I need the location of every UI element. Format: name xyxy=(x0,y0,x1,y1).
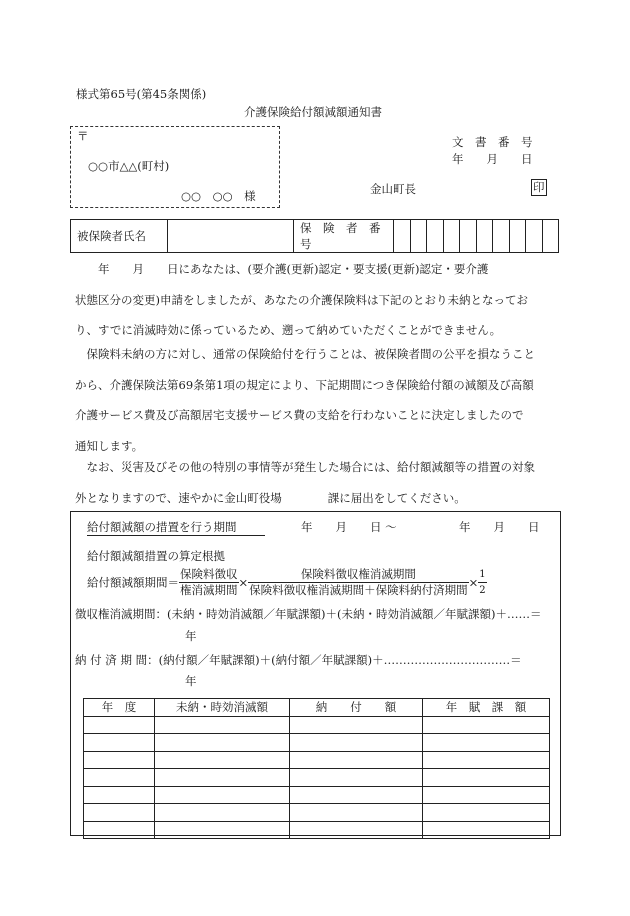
municipality: ○○市△△(町村) xyxy=(88,159,170,173)
number-cell xyxy=(493,220,510,253)
paid-period-line: 納 付 済 期 間：(納付額／年賦課額)＋(納付額／年賦課額)＋……………………………＝ xyxy=(75,653,522,667)
table-row xyxy=(84,821,550,839)
table-row xyxy=(84,769,550,787)
form-number: 様式第65号(第45条関係) xyxy=(76,87,207,101)
table-cell xyxy=(84,751,155,769)
table-cell xyxy=(84,804,155,822)
table-cell xyxy=(84,734,155,752)
paid-period-unit: 年 xyxy=(185,674,197,688)
paragraph-decision xyxy=(75,339,565,461)
table-cell xyxy=(290,734,423,752)
times-sign: × xyxy=(238,575,249,590)
times-sign: × xyxy=(468,575,479,590)
table-cell xyxy=(155,821,290,839)
document-number-label: 文 書 番 号 xyxy=(452,135,533,149)
text-line: なお、災害及びその他の特別の事情等が発生した場合には、給付額減額等の措置の対象 xyxy=(75,460,535,474)
period-from: 年 月 日 〜 xyxy=(301,520,397,534)
text-line: 通知します。 xyxy=(75,438,144,453)
number-cell xyxy=(460,220,477,253)
number-cell xyxy=(394,220,411,253)
table-cell xyxy=(423,769,550,787)
table-row xyxy=(84,751,550,769)
table-cell xyxy=(423,804,550,822)
text-line: 年 月 日にあなたは、(要介護(更新)認定・要支援(更新)認定・要介護 xyxy=(75,262,489,276)
table-cell xyxy=(155,716,290,734)
fraction-ratio: $\frac{\text{保険料徴収権消滅期間}}{\text{保険料徴収権消滅期間＋保険料納付済期間}}$ xyxy=(249,567,468,597)
text-line: 保険料未納の方に対し、通常の保険給付を行うことは、被保険者間の公平を損なうこと xyxy=(75,347,535,361)
formula-lhs: 給付額減額期間＝ xyxy=(87,575,179,590)
date-label: 年 月 日 xyxy=(452,152,533,166)
table-cell xyxy=(84,769,155,787)
table-cell xyxy=(290,751,423,769)
number-cell xyxy=(476,220,493,253)
column-header: 年 賦 課 額 xyxy=(423,699,550,717)
table-cell xyxy=(423,734,550,752)
period-to: 年 月 日 xyxy=(459,520,540,534)
table-row xyxy=(84,734,550,752)
number-cell xyxy=(509,220,526,253)
table-cell xyxy=(423,821,550,839)
period-underline xyxy=(87,535,265,536)
table-cell xyxy=(155,751,290,769)
column-header: 未納・時効消滅額 xyxy=(155,699,290,717)
address-box xyxy=(70,126,280,208)
table-row xyxy=(84,786,550,804)
yearly-amount-table xyxy=(83,698,550,839)
text-line: から、介護保険法第69条第1項の規定により、下記期間につき保険給付額の減額及び高額 xyxy=(75,377,534,392)
table-cell xyxy=(423,716,550,734)
fraction-extinction: $\frac{\text{保険料徴収}}{\text{権消滅期間}}$ xyxy=(180,567,238,597)
table-cell xyxy=(84,786,155,804)
table-row xyxy=(84,804,550,822)
table-cell xyxy=(290,821,423,839)
table-cell xyxy=(290,786,423,804)
text-line: り、すでに消滅時効に係っているため、遡って納めていただくことができません。 xyxy=(75,323,502,337)
table-cell xyxy=(155,734,290,752)
text-line: 外となりますので、速やかに金山町役場 課に届出をしてください。 xyxy=(75,490,466,505)
number-cell xyxy=(410,220,427,253)
table-header-row xyxy=(84,699,550,717)
table-cell xyxy=(290,804,423,822)
reduction-formula xyxy=(87,567,487,598)
paragraph-notice xyxy=(75,452,565,513)
number-cell xyxy=(526,220,543,253)
column-header: 年 度 xyxy=(84,699,155,717)
table-cell xyxy=(155,786,290,804)
insured-name-value xyxy=(168,220,294,253)
insured-name-label: 被保険者氏名 xyxy=(71,220,168,253)
text-line: 状態区分の変更)申請をしましたが、あなたの介護保険料は下記のとおり未納となってお xyxy=(75,292,528,307)
extinction-period-unit: 年 xyxy=(185,629,197,643)
calc-basis-title: 給付額減額措置の算定根拠 xyxy=(87,549,225,563)
table-cell xyxy=(423,751,550,769)
document-title: 介護保険給付額減額通知書 xyxy=(244,105,382,119)
table-cell xyxy=(423,786,550,804)
table-cell xyxy=(84,821,155,839)
seal-mark: 印 xyxy=(533,180,545,194)
column-header: 納 付 額 xyxy=(290,699,423,717)
recipient-name: ○○ ○○ 様 xyxy=(181,189,256,203)
table-row xyxy=(84,716,550,734)
extinction-period-line: 徴収権消滅期間：(未納・時効消滅額／年賦課額)＋(未納・時効消滅額／年賦課額)＋……＝ xyxy=(75,607,542,621)
number-cell xyxy=(427,220,444,253)
table-cell xyxy=(84,716,155,734)
postal-mark: 〒 xyxy=(77,129,89,143)
period-label: 給付額減額の措置を行う期間 xyxy=(87,520,237,534)
number-cell xyxy=(542,220,559,253)
number-cell xyxy=(443,220,460,253)
insured-number-label: 保 険 者 番 号 xyxy=(294,220,394,253)
text-line: 介護サービス費及び高額居宅支援サービス費の支給を行わないことに決定しましたので xyxy=(75,408,524,422)
table-cell xyxy=(155,769,290,787)
table-cell xyxy=(290,716,423,734)
insured-info-table xyxy=(70,219,559,253)
fraction-half: $\frac{1}{2}$ xyxy=(479,569,486,596)
paragraph-application xyxy=(75,254,565,346)
table-cell xyxy=(155,804,290,822)
issuer: 金山町長 xyxy=(370,182,416,196)
table-cell xyxy=(290,769,423,787)
